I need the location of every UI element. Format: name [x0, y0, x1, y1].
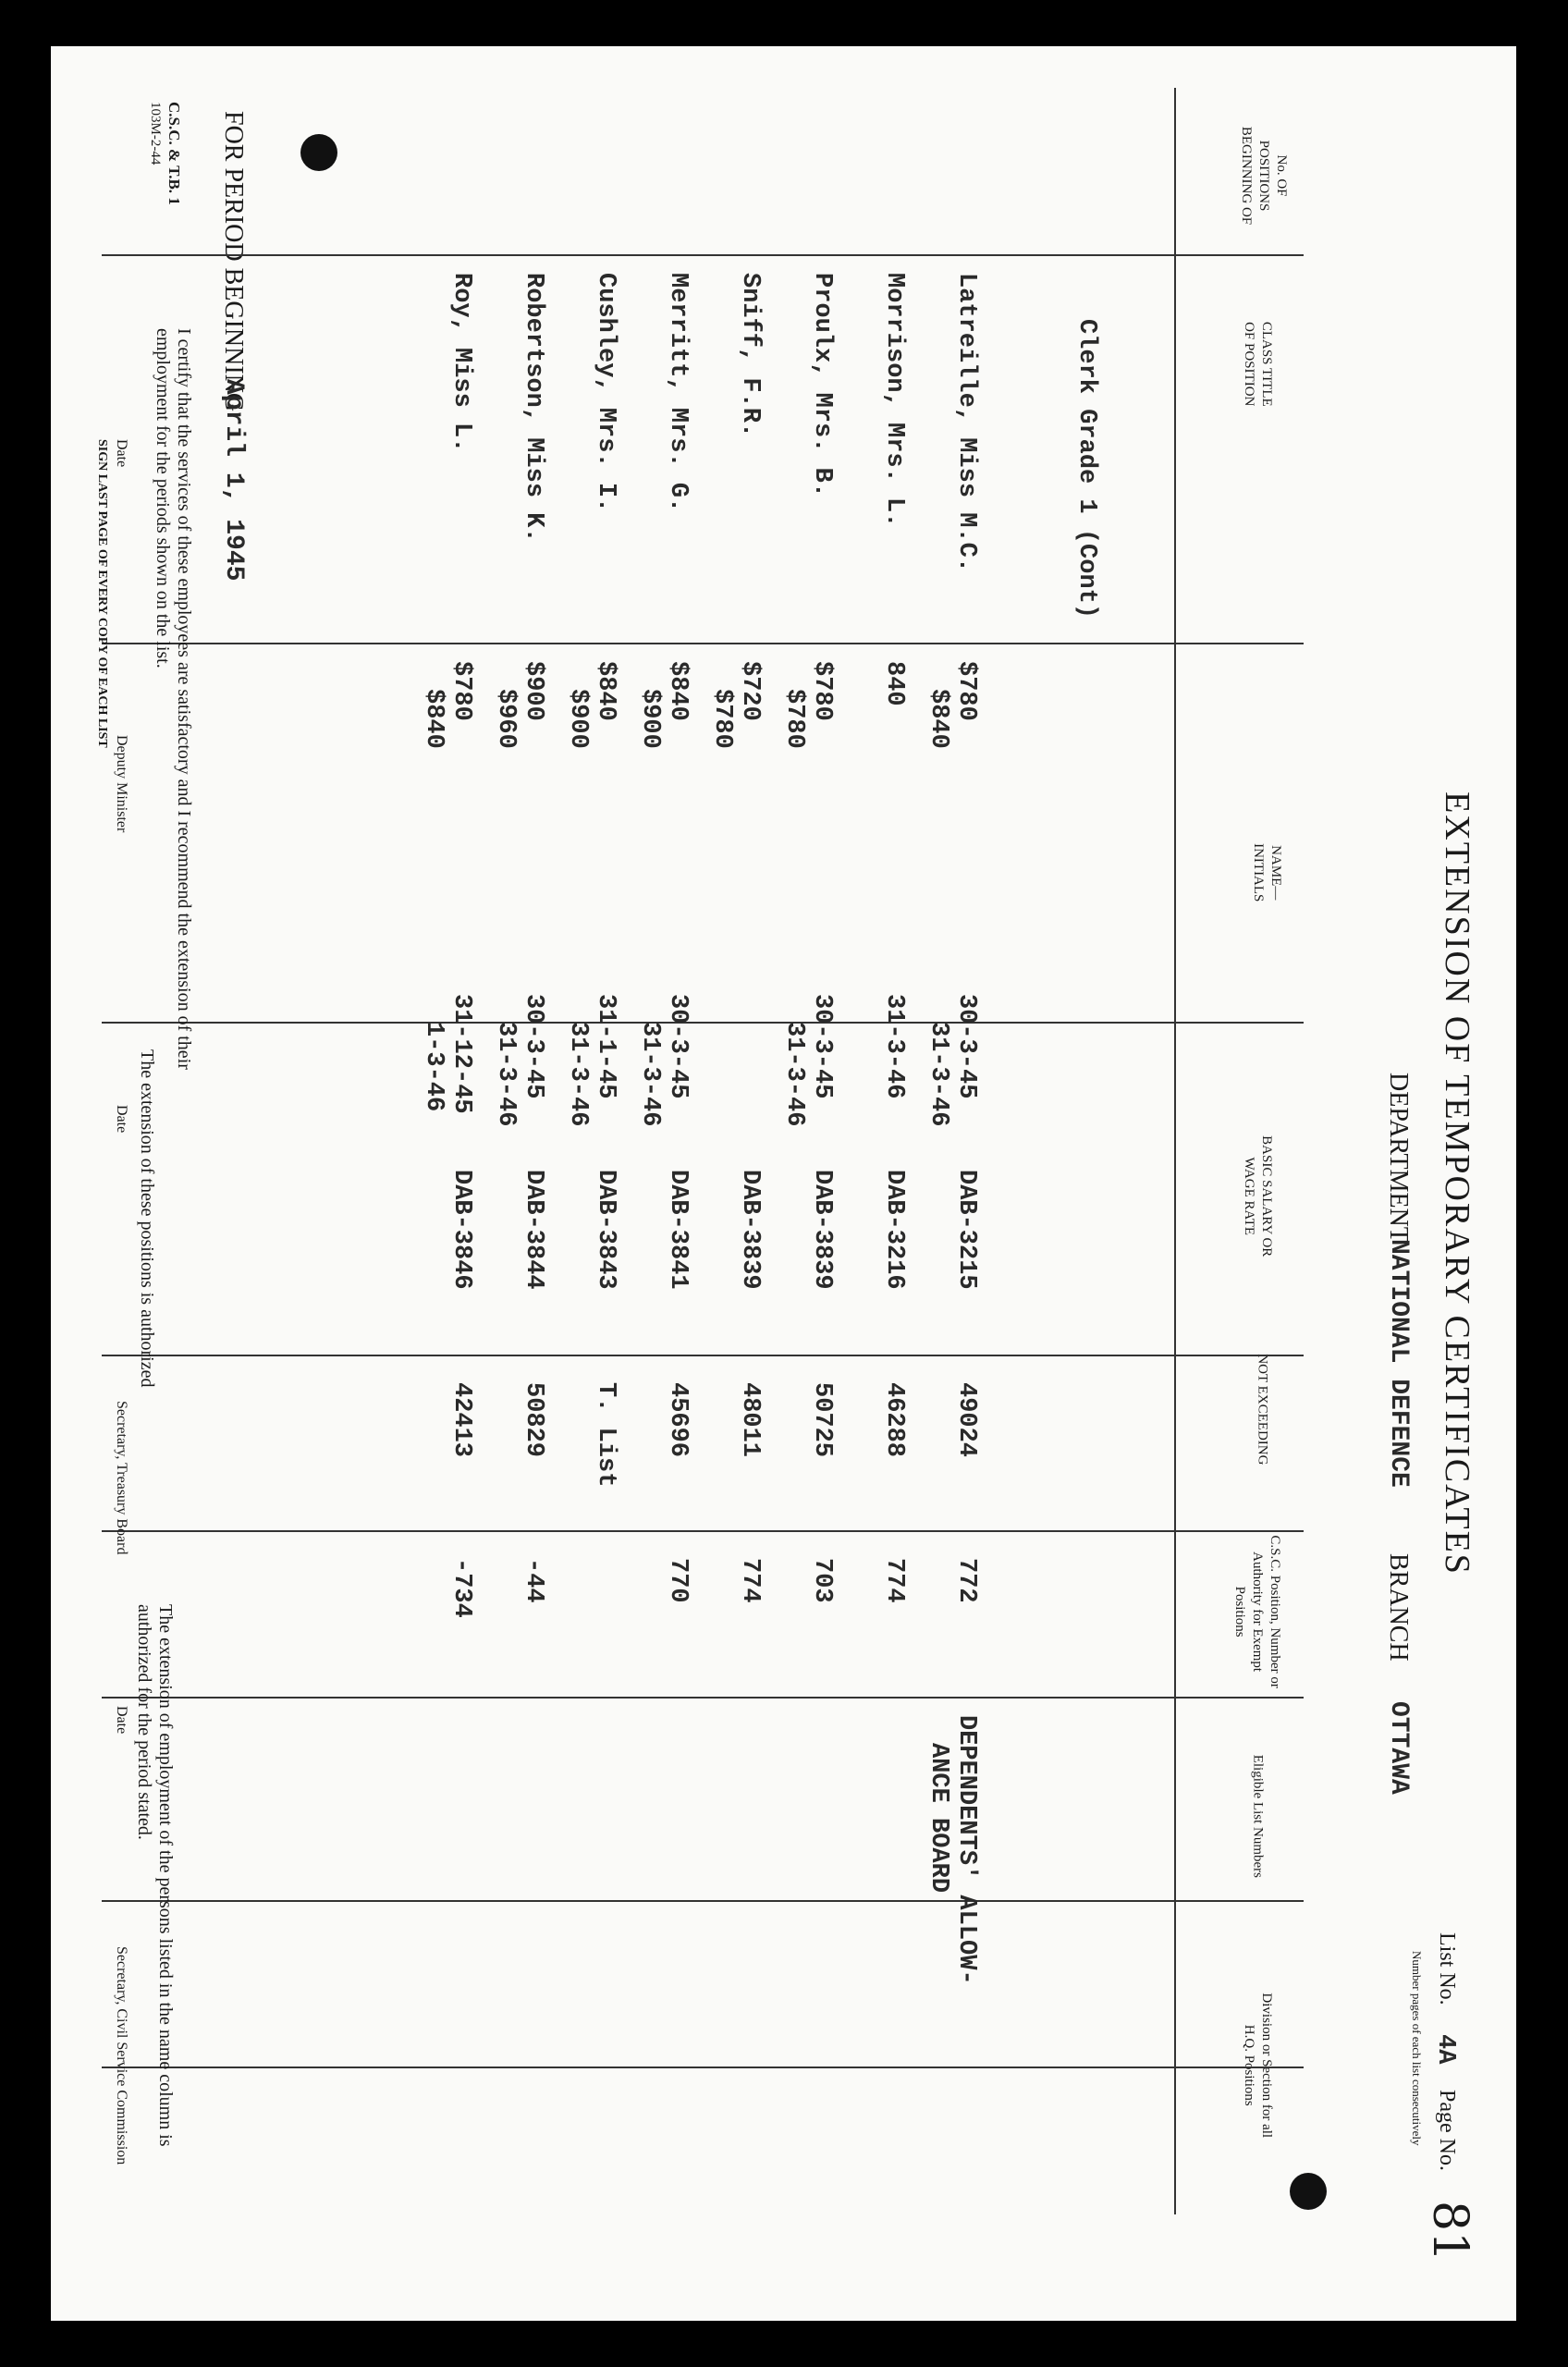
page-value: 81 [1421, 2201, 1477, 2263]
row-csc: DAB-3839 [808, 1170, 836, 1290]
date3-label: Date [114, 1706, 129, 1735]
row-salary-new: $780 [952, 661, 980, 721]
row-rank: 774 [880, 1558, 908, 1603]
civil-label: Secretary, Civil Service Commission [114, 1946, 129, 2165]
row-salary-old: $900 [564, 689, 592, 749]
row-name: Robertson, Miss K. [520, 273, 547, 543]
row-csc: DAB-3846 [447, 1170, 475, 1290]
row-salary-new: $840 [592, 661, 619, 721]
period-value: April 1, 1945 [218, 379, 248, 582]
row-date-new: 31-3-46 [880, 994, 908, 1099]
row-rank: 703 [808, 1558, 836, 1603]
page-note: Number pages of each list consecutively [1409, 1951, 1424, 2146]
list-label: List No. [1434, 1932, 1459, 2005]
extension-text: The extension of employment of the persons listed in the name column is authorized for the period stated. [134, 1604, 176, 2147]
row-name: Merritt, Mrs. G. [664, 273, 692, 513]
row-rank: -44 [520, 1558, 547, 1603]
col-sep [102, 1530, 1304, 1532]
row-rank: 772 [952, 1558, 980, 1603]
row-date-old: 31-3-46 [780, 1022, 808, 1127]
row-name: Morrison, Mrs. L. [880, 273, 908, 528]
row-number: 45696 [664, 1382, 692, 1458]
row-salary-old: $780 [780, 689, 808, 749]
row-salary-new: $840 [664, 661, 692, 721]
row-salary-new: $780 [808, 661, 836, 721]
row-salary-new: $780 [447, 661, 475, 721]
row-date-new: 30-3-45 [808, 994, 836, 1099]
list-value: 4A [1430, 2034, 1459, 2065]
row-salary-old: $900 [636, 689, 664, 749]
row-division: DEPENDENTS' ALLOW- [952, 1715, 980, 1985]
header-csc: C.S.C. Position, Number or Authority for Exempt Positions [1232, 1535, 1283, 1688]
row-csc: DAB-3216 [880, 1170, 908, 1290]
col-sep [102, 1697, 1304, 1699]
row-date-old: 31-3-46 [564, 1022, 592, 1127]
row-division: ANCE BOARD [925, 1743, 952, 1894]
deputy-label: Deputy Minister [114, 735, 129, 833]
row-name: Sniff, F.R. [736, 273, 764, 438]
sign-note: SIGN LAST PAGE OF EVERY COPY OF EACH LIST [95, 439, 109, 748]
row-csc: DAB-3843 [592, 1170, 619, 1290]
row-date-old: 1-3-46 [420, 1022, 447, 1112]
department-value: NATIONAL DEFENCE [1383, 1239, 1413, 1488]
header-class-title: CLASS TITLE OF POSITION [1242, 321, 1274, 407]
row-name: Proulx, Mrs. B. [808, 273, 836, 498]
row-date-new: 30-3-45 [664, 994, 692, 1099]
row-rank: -734 [447, 1558, 475, 1618]
row-number: 48011 [736, 1382, 764, 1458]
row-date-new: 31-12-45 [447, 994, 475, 1114]
row-date-new: 31-1-45 [592, 994, 619, 1099]
certify-text: I certify that the services of these employees are satisfactory and I recommend the extension of their employment for the periods shown on the list. [153, 328, 194, 1070]
period-label: FOR PERIOD BEGINNING [218, 111, 248, 412]
row-rank: 774 [736, 1558, 764, 1603]
treasury-label: Secretary, Treasury Board [114, 1401, 129, 1555]
header-eligible: Eligible List Numbers [1250, 1754, 1266, 1879]
row-number: 50829 [520, 1382, 547, 1458]
row-date-old: 31-3-46 [492, 1022, 520, 1127]
row-csc: DAB-3839 [736, 1170, 764, 1290]
row-salary-new: $720 [736, 661, 764, 721]
row-date-new: 30-3-45 [952, 994, 980, 1099]
form-code: C.S.C. & T.B. 1 [165, 102, 183, 205]
certificate-table [95, 88, 1304, 2214]
header-salary: BASIC SALARY OR WAGE RATE [1242, 1135, 1274, 1257]
col-sep [102, 2067, 1304, 2068]
date-label: Date [114, 439, 129, 468]
date2-label: Date [114, 1105, 129, 1134]
form-rev: 103M-2-44 [147, 102, 163, 166]
row-name: Roy, Miss L. [447, 273, 475, 453]
row-salary-new: $900 [520, 661, 547, 721]
row-number: 42413 [447, 1382, 475, 1458]
row-date-old: 31-3-46 [636, 1022, 664, 1127]
row-salary-old: $780 [708, 689, 736, 749]
branch-label: BRANCH [1383, 1553, 1413, 1662]
col-sep [102, 643, 1304, 644]
row-number: 46288 [880, 1382, 908, 1458]
row-csc: DAB-3215 [952, 1170, 980, 1290]
branch-value: OTTAWA [1383, 1701, 1413, 1795]
col-sep [102, 1355, 1304, 1356]
row-number: 49024 [952, 1382, 980, 1458]
row-csc: DAB-3841 [664, 1170, 692, 1290]
row-rank: 770 [664, 1558, 692, 1603]
col-sep [102, 1022, 1304, 1024]
row-salary-old: $960 [492, 689, 520, 749]
col-sep [102, 1900, 1304, 1902]
row-number: T. List [592, 1382, 619, 1488]
row-date-new: 30-3-45 [520, 994, 547, 1099]
col-sep [102, 254, 1304, 256]
header-not-exceeding: NOT EXCEEDING [1255, 1354, 1270, 1466]
authorized-text: The extension of these positions is authorized [137, 1049, 157, 1388]
page-title: EXTENSION OF TEMPORARY CERTIFICATES [1437, 791, 1476, 1576]
page-label: Page No. [1434, 2090, 1459, 2171]
row-date-old: 31-3-46 [925, 1022, 952, 1127]
header-name: NAME—INITIALS [1251, 843, 1283, 902]
row-name: Latreille, Miss M.C. [952, 273, 980, 573]
row-salary-old: $840 [420, 689, 447, 749]
header-division: Division or Section for all H.Q. Positions [1242, 1993, 1274, 2139]
row-salary-old: $840 [925, 689, 952, 749]
row-name: Cushley, Mrs. I. [592, 273, 619, 513]
row-csc: DAB-3844 [520, 1170, 547, 1290]
row-number: 50725 [808, 1382, 836, 1458]
row-salary-new: 840 [880, 661, 908, 706]
department-label: DEPARTMENT [1383, 1073, 1413, 1243]
header-positions: No. OF POSITIONS BEGINNING OF [1239, 126, 1289, 226]
class-title: Clerk Grade 1 (Cont) [1072, 319, 1100, 619]
